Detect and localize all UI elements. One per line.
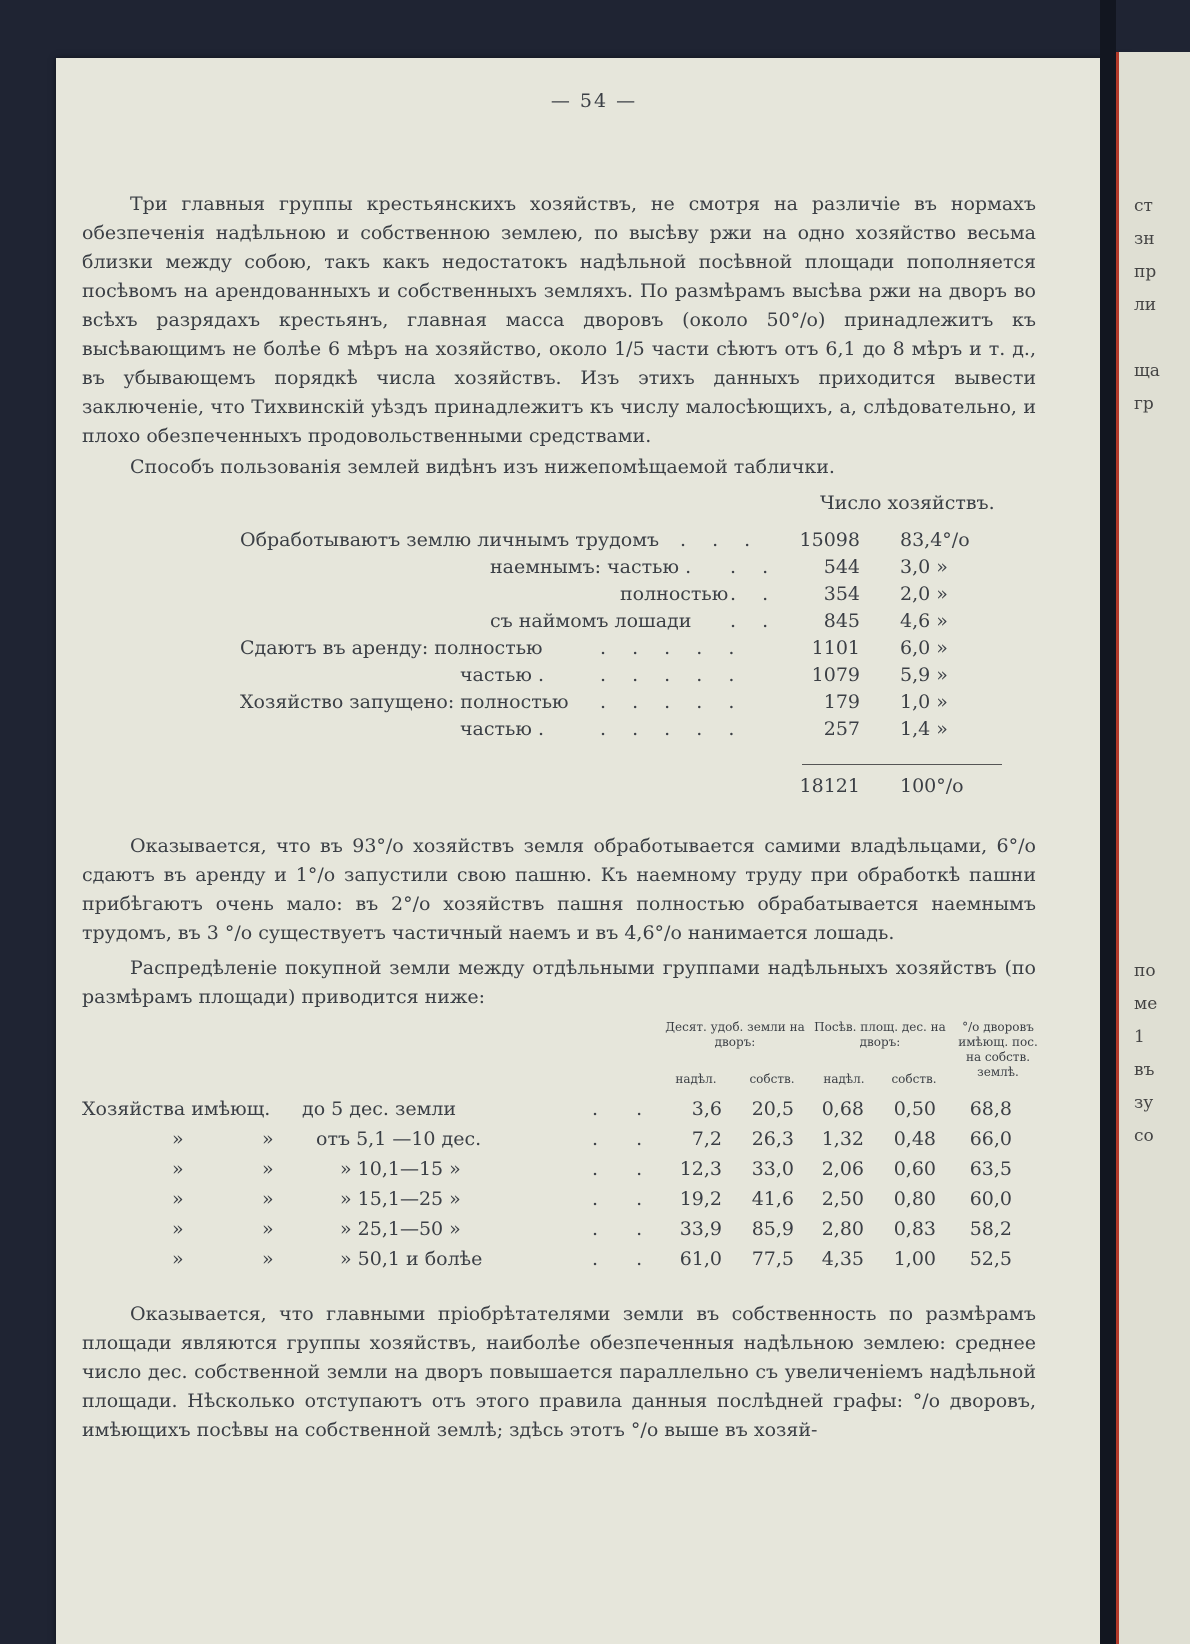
table-cell: 0,68 [821, 1098, 864, 1120]
table-cell: 77,5 [751, 1248, 794, 1270]
table-header: Число хозяйствъ. [820, 492, 995, 514]
table-cell: » [262, 1128, 274, 1150]
table-cell: 66,0 [969, 1128, 1012, 1150]
table-cell: » [172, 1188, 184, 1210]
table-row: Обработываютъ землю личнымъ трудомъ . . . 15098 83,4°/о [240, 529, 970, 551]
table-cell: 1,32 [821, 1128, 864, 1150]
table-cell: 4,35 [821, 1248, 864, 1270]
table-cell: » [172, 1158, 184, 1180]
table-cell: 2,06 [821, 1158, 864, 1180]
table-cell: 63,5 [969, 1158, 1012, 1180]
table-cell: » [262, 1158, 274, 1180]
table-cell: 68,8 [969, 1098, 1012, 1120]
table-cell: 2,80 [821, 1218, 864, 1240]
table-cell: 12,3 [679, 1158, 722, 1180]
table-cell: 61,0 [679, 1248, 722, 1270]
table-row: Хозяйство запущено: полностью . . . . . 179 1,0 » [240, 691, 948, 713]
table-cell: » [172, 1128, 184, 1150]
table-cell: . . [592, 1248, 659, 1270]
table-cell: до 5 дес. земли [302, 1098, 457, 1120]
col-header: надѣл. [675, 1072, 717, 1086]
table-cell: 3,6 [691, 1098, 722, 1120]
table-cell: 52,5 [969, 1248, 1012, 1270]
table-cell: . . [592, 1158, 659, 1180]
table-cell: 85,9 [751, 1218, 794, 1240]
table-cell: 41,6 [751, 1188, 794, 1210]
land-distribution-table [82, 1020, 1036, 1270]
paragraph-2: Способъ пользованія землей видѣнъ изъ нижепомѣщаемой таблички. [130, 456, 835, 478]
col-header: собств. [891, 1072, 937, 1086]
table-cell: 0,48 [893, 1128, 936, 1150]
paragraph-1: Три главныя группы крестьянскихъ хозяйствъ, не смотря на различіе въ нормахъ обезпеченія надѣльною и собственною землею, по высѣву ржи на одно хозяйство весьма близки между собою, такъ какъ недостатокъ надѣльной посѣвной площади пополняется посѣвомъ на арендованныхъ и собственныхъ земляхъ. По размѣрамъ высѣва ржи на дворъ во всѣхъ разрядахъ крестьянъ, главная масса дворовъ (около 50°/о) принадлежитъ къ высѣвающимъ не болѣе 6 мѣръ на хозяйство, около 1/5 части сѣютъ отъ 6,1 до 8 мѣръ и т. д., въ убывающемъ порядкѣ числа хозяйствъ. Изъ этихъ данныхъ приходится вывести заключеніе, что Тихвинскій уѣздъ принадлежитъ къ числу малосѣющихъ, а, слѣдовательно, и плохо обезпеченныхъ продовольственными средствами. [82, 193, 1036, 447]
paragraph-3: Оказывается, что въ 93°/о хозяйствъ земля обработывается самими владѣльцами, 6°/о сдаютъ въ аренду и 1°/о запустили свою пашню. Къ наемному труду при обработкѣ пашни прибѣгаютъ очень мало: въ 2°/о хозяйствъ пашня полностью обрабатывается наемнымъ трудомъ, въ 3 °/о существуетъ частичный наемъ и въ 4,6°/о нанимается лошадь. [82, 835, 1036, 944]
table-cell: 60,0 [969, 1188, 1012, 1210]
table-row: Сдаютъ въ аренду: полностью . . . . . 1101 6,0 » [240, 637, 948, 659]
table-cell: » [262, 1248, 274, 1270]
table-cell: » [262, 1188, 274, 1210]
page-number: — 54 — [550, 90, 638, 112]
table-cell: 33,9 [679, 1218, 722, 1240]
table-cell: 58,2 [969, 1218, 1012, 1240]
table-cell: 20,5 [751, 1098, 794, 1120]
col-group-header: °/о дворовъ имѣющ. пос. на собств. землѣ. [958, 1020, 1038, 1079]
paragraph-5: Оказывается, что главными пріобрѣтателями земли въ собственность по размѣрамъ площади являются группы хозяйствъ, наиболѣе обезпеченныя надѣльною землею: среднее число дес. собственной земли на дворъ повышается параллельно съ увеличеніемъ надѣльной площади. Нѣсколько отступаютъ отъ этого правила данныя послѣдней графы: °/о дворовъ, имѣющихъ посѣвы на собственной землѣ; здѣсь этотъ °/о выше въ хозяй- [82, 1303, 1036, 1441]
table-cell: отъ 5,1 —10 дес. [316, 1128, 482, 1150]
table-cell: 0,50 [893, 1098, 936, 1120]
table-cell: 1,00 [893, 1248, 936, 1270]
table-cell: » 15,1—25 » [340, 1188, 461, 1210]
table-row: частью . . . . . . 257 1,4 » [460, 718, 948, 740]
table-row: наемнымъ: частью . . . 544 3,0 » [490, 556, 948, 578]
land-use-table [82, 492, 1036, 812]
table-cell: Хозяйства имѣющ. [82, 1098, 271, 1120]
table-cell: . . [592, 1188, 659, 1210]
table-total-row: 18121 100°/о [799, 775, 964, 797]
table-cell: 0,60 [893, 1158, 936, 1180]
col-header: надѣл. [823, 1072, 865, 1086]
table-cell: » [262, 1218, 274, 1240]
table-cell: . . [592, 1218, 659, 1240]
table-cell: 19,2 [679, 1188, 722, 1210]
table-cell: 2,50 [821, 1188, 864, 1210]
table-cell: » [172, 1248, 184, 1270]
table-row: полностью . . 354 2,0 » [620, 583, 948, 605]
table-cell: » 50,1 и болѣе [340, 1248, 483, 1270]
table-cell: . . [592, 1098, 659, 1120]
table-row [82, 1128, 1036, 1158]
table-cell: » 10,1—15 » [340, 1158, 461, 1180]
table-row: съ наймомъ лошади . . 845 4,6 » [490, 610, 948, 632]
col-group-header: Десят. удоб. земли на дворъ: [665, 1020, 805, 1049]
adjacent-page-text-top: ст зн пр ли ща гр [1134, 196, 1160, 414]
total-rule [802, 764, 1002, 765]
table-cell: » [172, 1218, 184, 1240]
table-row [82, 1098, 1036, 1128]
table-row [82, 1248, 1036, 1278]
book-gutter [1100, 0, 1116, 1644]
table-cell: 33,0 [751, 1158, 794, 1180]
table-row [82, 1218, 1036, 1248]
table-cell: » 25,1—50 » [340, 1218, 461, 1240]
paragraph-4: Распредѣленіе покупной земли между отдѣльными группами надѣльныхъ хозяйствъ (по размѣрамъ площади) приводится ниже: [82, 957, 1036, 1008]
table-row: частью . . . . . . 1079 5,9 » [460, 664, 948, 686]
table-cell: . . [592, 1128, 659, 1150]
col-header: собств. [749, 1072, 795, 1086]
table-row [82, 1158, 1036, 1188]
table-cell: 0,83 [893, 1218, 936, 1240]
col-group-header: Посѣв. площ. дес. на дворъ: [814, 1020, 946, 1049]
table-cell: 7,2 [691, 1128, 722, 1150]
adjacent-page-text-bottom: по ме 1 въ зу со [1134, 961, 1158, 1146]
table-cell: 0,80 [893, 1188, 936, 1210]
table-cell: 26,3 [751, 1128, 794, 1150]
table-row [82, 1188, 1036, 1218]
